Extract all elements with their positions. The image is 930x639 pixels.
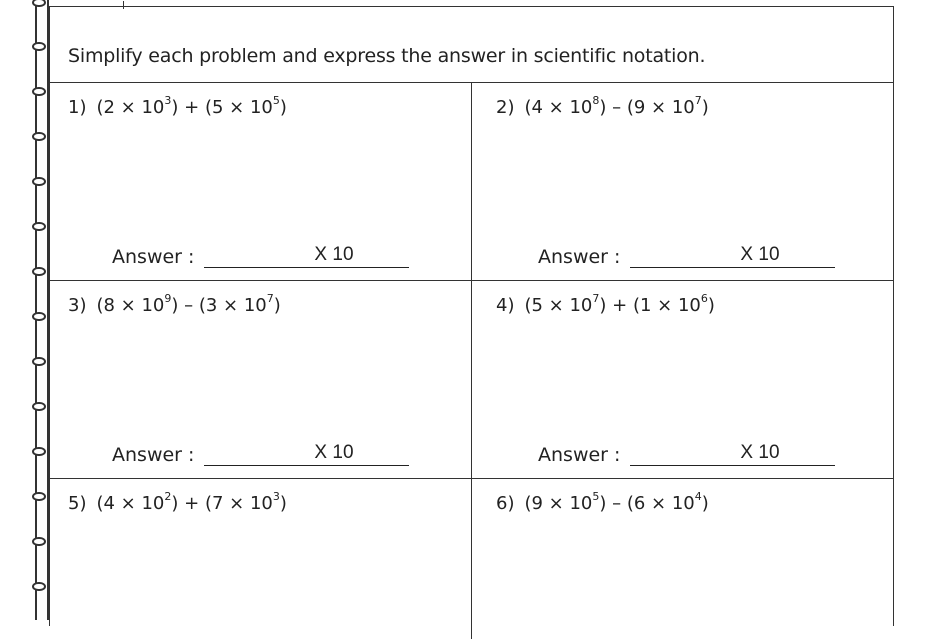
worksheet <box>49 6 894 626</box>
problem-cell-1 <box>50 83 472 280</box>
binder-ring <box>32 447 46 456</box>
binder-ring <box>32 0 46 7</box>
binder-ring <box>32 42 46 51</box>
answer-label: Answer : <box>112 246 195 268</box>
problem-cell-2 <box>472 83 892 280</box>
problem-cell-6 <box>472 479 892 639</box>
problem-1: 1) $(2 \times 10^3) + (5 \times 10^5)$ <box>68 94 287 118</box>
answer-blank-1[interactable]: X 10 <box>204 243 409 268</box>
problem-row <box>50 479 893 639</box>
binder-ring <box>32 87 46 96</box>
problem-4: 4) $(5 \times 10^7) + (1 \times 10^6)$ <box>496 292 715 316</box>
problem-2: 2) $(4 \times 10^8) - (9 \times 10^7)$ <box>496 94 709 118</box>
binder-spine <box>35 0 49 620</box>
binder-ring <box>32 267 46 276</box>
answer-3 <box>112 441 409 466</box>
binder-ring <box>32 312 46 321</box>
problem-5: 5) $(4 \times 10^2) + (7 \times 10^3)$ <box>68 490 287 514</box>
binder-ring <box>32 537 46 546</box>
answer-blank-2[interactable]: X 10 <box>630 243 835 268</box>
problem-row <box>50 83 893 281</box>
answer-blank-4[interactable]: X 10 <box>630 441 835 466</box>
answer-label: Answer : <box>538 246 621 268</box>
binder-ring <box>32 222 46 231</box>
problem-cell-3 <box>50 281 472 478</box>
answer-4 <box>538 441 835 466</box>
binder-ring <box>32 132 46 141</box>
answer-2 <box>538 243 835 268</box>
answer-1 <box>112 243 409 268</box>
binder-ring <box>32 177 46 186</box>
problem-grid <box>50 83 893 639</box>
answer-blank-3[interactable]: X 10 <box>204 441 409 466</box>
problem-row <box>50 281 893 479</box>
problem-cell-4 <box>472 281 892 478</box>
instructions-text: Simplify each problem and express the answer in scientific notation. <box>50 7 893 83</box>
binder-ring <box>32 582 46 591</box>
problem-3: 3) $(8 \times 10^9) - (3 \times 10^7)$ <box>68 292 281 316</box>
problem-6: 6) $(9 \times 10^5) - (6 \times 10^4)$ <box>496 490 709 514</box>
answer-label: Answer : <box>538 444 621 466</box>
binder-ring <box>32 402 46 411</box>
problem-cell-5 <box>50 479 472 639</box>
answer-label: Answer : <box>112 444 195 466</box>
binder-ring <box>32 357 46 366</box>
binder-ring <box>32 492 46 501</box>
